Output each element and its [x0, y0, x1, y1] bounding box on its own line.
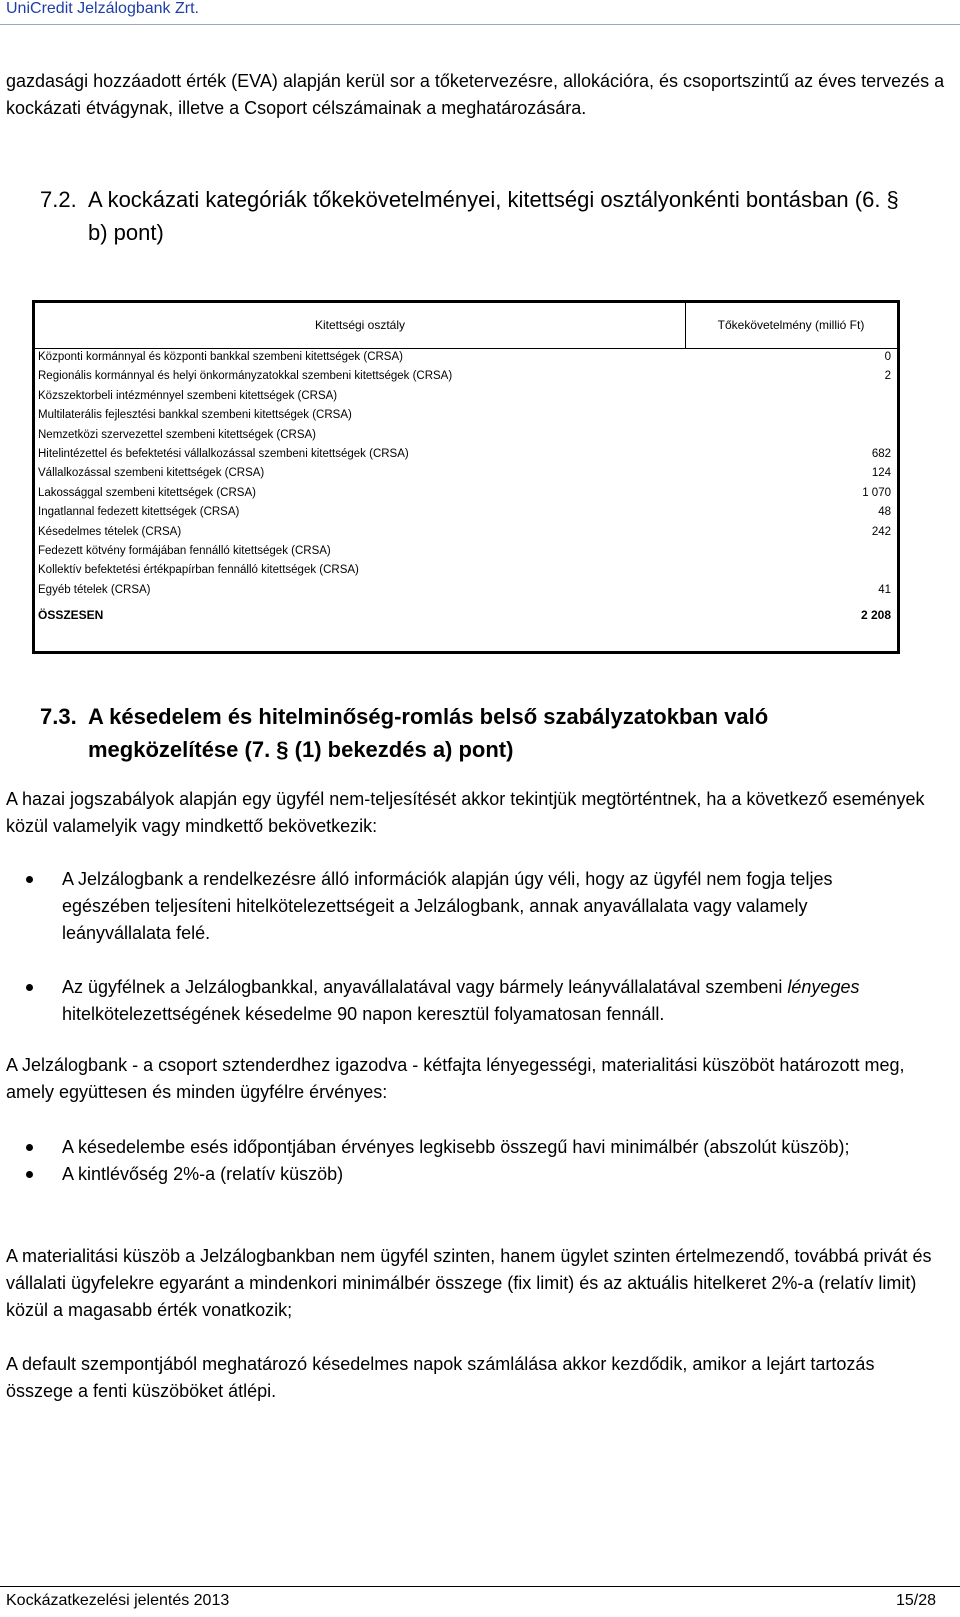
capital-requirements-table	[32, 300, 900, 654]
table-row	[35, 445, 897, 464]
total-value: 2 208	[860, 608, 891, 623]
footer-report-title: Kockázatkezelési jelentés 2013	[6, 1592, 230, 1609]
table-row	[35, 542, 897, 561]
list-item	[24, 1134, 914, 1161]
section-heading-7-2	[40, 183, 920, 245]
row-label: Hitelintézettel és befektetési vállalkozással szembeni kitettségek (CRSA)	[38, 447, 409, 460]
intro-paragraph: gazdasági hozzáadott érték (EVA) alapján kerül sor a tőketervezésre, allokációra, és csoportszintű az éves tervezés a kockázati étvágynak, illetve a Csoport célszámainak a meghatározására.	[6, 71, 945, 118]
row-label: Regionális kormánnyal és helyi önkormányzatokkal szembeni kitettségek (CRSA)	[38, 370, 453, 383]
page-number: 15/28	[895, 1592, 936, 1609]
row-label: Lakossággal szembeni kitettségek (CRSA)	[38, 486, 256, 499]
list-item-text-before: Az ügyfélnek a Jelzálogbankkal, anyavállalatával vagy bármely leányvállalatával szembeni	[62, 977, 788, 997]
row-value: 682	[871, 447, 891, 460]
total-label: ÖSSZESEN	[38, 608, 104, 623]
list-item	[24, 1161, 914, 1188]
row-label: Fedezett kötvény formájában fennálló kitettségek (CRSA)	[38, 544, 331, 557]
section-title: A késedelem és hitelminőség-romlás belső szabályzatokban való megközelítése (7. § (1) bekezdés a) pont)	[88, 704, 769, 762]
table-row	[35, 561, 897, 580]
table-row	[35, 503, 897, 522]
row-value: 0	[884, 351, 891, 363]
company-name: UniCredit Jelzálogbank Zrt.	[6, 0, 199, 17]
default-events-list	[24, 866, 914, 947]
section-number: 7.2.	[40, 187, 77, 212]
row-label: Kollektív befektetési értékpapírban fennálló kitettségek (CRSA)	[38, 564, 359, 577]
table-row	[35, 426, 897, 445]
paragraph-default-counting: A default szempontjából meghatározó késedelmes napok számlálása akkor kezdődik, amikor a lejárt tartozás összege a fenti küszöböket átlépi.	[6, 1354, 875, 1401]
default-events-list-2	[24, 974, 914, 1028]
list-item-text: A kintlévőség 2%-a (relatív küszöb)	[62, 1164, 344, 1184]
row-label: Nemzetközi szervezettel szembeni kitettségek (CRSA)	[38, 428, 317, 441]
header-exposure-class: Kitettségi osztály	[314, 318, 406, 332]
row-value: 2	[884, 370, 891, 383]
header-divider	[0, 24, 960, 25]
table-row	[35, 484, 897, 503]
section-number: 7.3.	[40, 704, 77, 729]
list-item-text: A Jelzálogbank a rendelkezésre álló információk alapján úgy véli, hogy az ügyfél nem fogja teljes egészében teljesíteni hitelkötelezettségeit a Jelzálogbank, annak anyavállalata vagy valamely leányvállalata felé.	[62, 869, 833, 943]
table-row	[35, 348, 897, 367]
list-item-text-italic: lényeges	[787, 977, 860, 997]
table-row	[35, 464, 897, 483]
table-total-row	[35, 600, 897, 630]
row-label: Késedelmes tételek (CRSA)	[38, 525, 182, 538]
row-label: Ingatlannal fedezett kitettségek (CRSA)	[38, 506, 240, 519]
table-body	[35, 348, 897, 630]
row-label: Közszektorbeli intézménnyel szembeni kitettségek (CRSA)	[38, 389, 338, 402]
thresholds-list	[24, 1134, 914, 1188]
list-item	[24, 866, 914, 947]
table-row	[35, 387, 897, 406]
row-label: Vállalkozással szembeni kitettségek (CRSA)	[38, 467, 265, 480]
row-label: Központi kormánnyal és központi bankkal szembeni kitettségek (CRSA)	[38, 351, 403, 363]
paragraph-materiality: A materialitási küszöb a Jelzálogbankban nem ügyfél szinten, hanem ügylet szinten értelmezendő, továbbá privát és vállalati ügyfelekre egyaránt a mindenkori minimálbér összege (fix limit) és az aktuális hitelkeret 2%-a (relatív limit) közül a magasabb érték vonatkozik;	[6, 1246, 932, 1320]
bullet-icon	[26, 984, 33, 991]
paragraph-default-definition: A hazai jogszabályok alapján egy ügyfél nem-teljesítését akkor tekintjük megtörténtnek, ha a következő események közül valamelyik vagy mindkettő bekövetkezik:	[6, 789, 925, 836]
section-heading-7-3	[40, 700, 920, 762]
list-item-text: A késedelembe esés időpontjában érvényes legkisebb összegű havi minimálbér (abszolút küszöb);	[62, 1137, 850, 1157]
list-item	[24, 974, 914, 1028]
paragraph-thresholds: A Jelzálogbank - a csoport sztenderdhez igazodva - kétfajta lényegességi, materialitási küszöböt határozott meg, amely együttesen és minden ügyfélre érvényes:	[6, 1055, 905, 1102]
row-label: Multilaterális fejlesztési bankkal szembeni kitettségek (CRSA)	[38, 409, 352, 422]
bullet-icon	[26, 876, 33, 883]
table-header-row	[35, 303, 897, 349]
page-header	[0, 0, 960, 22]
row-value: 124	[871, 467, 891, 480]
table-row	[35, 406, 897, 425]
section-title: A kockázati kategóriák tőkekövetelményei, kitettségi osztályonkénti bontásban (6. § b) pont)	[88, 187, 899, 245]
row-value: 41	[878, 583, 891, 596]
bullet-icon	[26, 1144, 33, 1151]
row-label: Egyéb tételek (CRSA)	[38, 583, 151, 596]
table-row	[35, 523, 897, 542]
row-value: 242	[871, 525, 891, 538]
header-capital-requirement: Tőkekövetelmény (millió Ft)	[717, 318, 865, 332]
row-value: 1 070	[862, 486, 891, 499]
table-row	[35, 367, 897, 386]
table-row	[35, 581, 897, 600]
row-value: 48	[878, 506, 891, 519]
bullet-icon	[26, 1171, 33, 1178]
list-item-text-after: hitelkötelezettségének késedelme 90 napon keresztül folyamatosan fennáll.	[62, 1004, 665, 1024]
footer-divider	[0, 1586, 960, 1587]
